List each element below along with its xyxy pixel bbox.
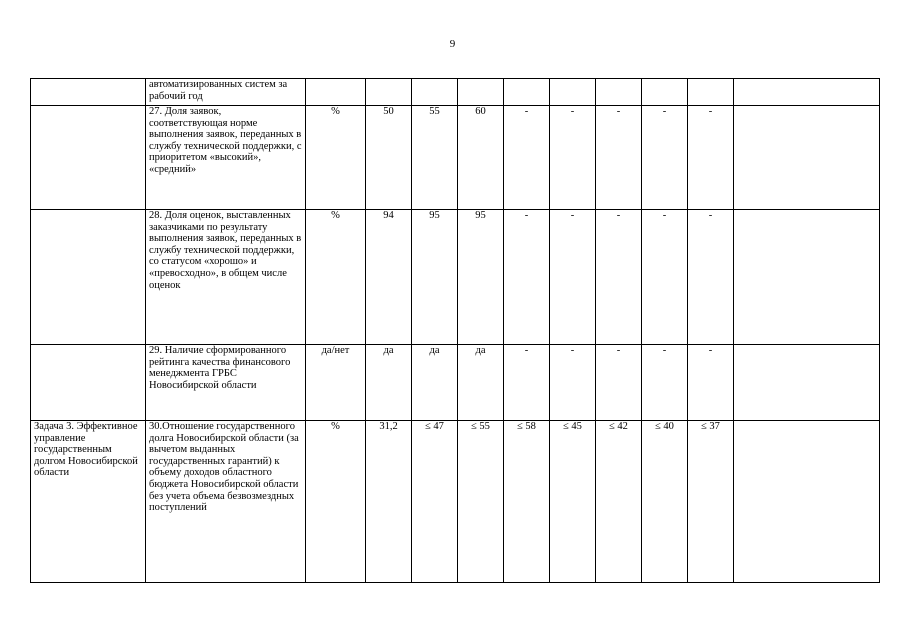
- value-cell: [412, 79, 458, 106]
- value-cell: [734, 106, 880, 210]
- value-cell: ≤ 47: [412, 421, 458, 583]
- table-body: [31, 79, 880, 583]
- value-cell: [734, 421, 880, 583]
- value-cell: -: [504, 106, 550, 210]
- value-cell: ≤ 37: [688, 421, 734, 583]
- unit-cell: [306, 79, 366, 106]
- value-cell: 60: [458, 106, 504, 210]
- value-cell: 94: [366, 210, 412, 345]
- value-cell: [734, 345, 880, 421]
- unit-cell: %: [306, 106, 366, 210]
- value-cell: [688, 79, 734, 106]
- indicator-cell: автоматизированных систем за рабочий год: [146, 79, 306, 106]
- table-row: [31, 421, 880, 583]
- value-cell: 95: [412, 210, 458, 345]
- value-cell: -: [596, 210, 642, 345]
- value-cell: -: [642, 106, 688, 210]
- task-cell: [31, 106, 146, 210]
- indicator-cell: 30.Отношение государственного долга Новосибирской области (за вычетом выданных государственных гарантий) к объему доходов областного бюджета Новосибирской области без учета объема безвозмездных поступлений: [146, 421, 306, 583]
- value-cell: -: [550, 345, 596, 421]
- value-cell: ≤ 58: [504, 421, 550, 583]
- indicator-cell: 28. Доля оценок, выставленных заказчиками по результату выполнения заявок, переданных в службу технической поддержки, со статусом «хорошо» и «превосходно», в общем числе оценок: [146, 210, 306, 345]
- value-cell: -: [504, 345, 550, 421]
- unit-cell: %: [306, 210, 366, 345]
- value-cell: да: [412, 345, 458, 421]
- table-row: [31, 210, 880, 345]
- value-cell: -: [642, 210, 688, 345]
- value-cell: ≤ 42: [596, 421, 642, 583]
- value-cell: -: [688, 106, 734, 210]
- value-cell: 50: [366, 106, 412, 210]
- value-cell: -: [688, 345, 734, 421]
- table-row: [31, 79, 880, 106]
- value-cell: 31,2: [366, 421, 412, 583]
- task-cell: [31, 79, 146, 106]
- indicators-table: [30, 78, 880, 583]
- task-cell: [31, 210, 146, 345]
- value-cell: [458, 79, 504, 106]
- value-cell: [504, 79, 550, 106]
- value-cell: [734, 79, 880, 106]
- value-cell: -: [596, 345, 642, 421]
- table-row: [31, 345, 880, 421]
- value-cell: [642, 79, 688, 106]
- value-cell: [550, 79, 596, 106]
- indicator-cell: 29. Наличие сформированного рейтинга качества финансового менеджмента ГРБС Новосибирской области: [146, 345, 306, 421]
- unit-cell: %: [306, 421, 366, 583]
- page-number: 9: [449, 38, 456, 50]
- value-cell: -: [642, 345, 688, 421]
- value-cell: -: [550, 210, 596, 345]
- value-cell: ≤ 55: [458, 421, 504, 583]
- value-cell: [734, 210, 880, 345]
- table-row: [31, 106, 880, 210]
- value-cell: [596, 79, 642, 106]
- value-cell: [366, 79, 412, 106]
- value-cell: -: [504, 210, 550, 345]
- value-cell: да: [366, 345, 412, 421]
- indicator-cell: 27. Доля заявок, соответствующая норме выполнения заявок, переданных в службу технической поддержки, с приоритетом «высокий», «средний»: [146, 106, 306, 210]
- unit-cell: да/нет: [306, 345, 366, 421]
- value-cell: -: [550, 106, 596, 210]
- value-cell: ≤ 40: [642, 421, 688, 583]
- value-cell: ≤ 45: [550, 421, 596, 583]
- value-cell: да: [458, 345, 504, 421]
- value-cell: -: [596, 106, 642, 210]
- value-cell: -: [688, 210, 734, 345]
- task-cell: [31, 345, 146, 421]
- value-cell: 95: [458, 210, 504, 345]
- task-cell: Задача 3. Эффективное управление государственным долгом Новосибирской области: [31, 421, 146, 583]
- value-cell: 55: [412, 106, 458, 210]
